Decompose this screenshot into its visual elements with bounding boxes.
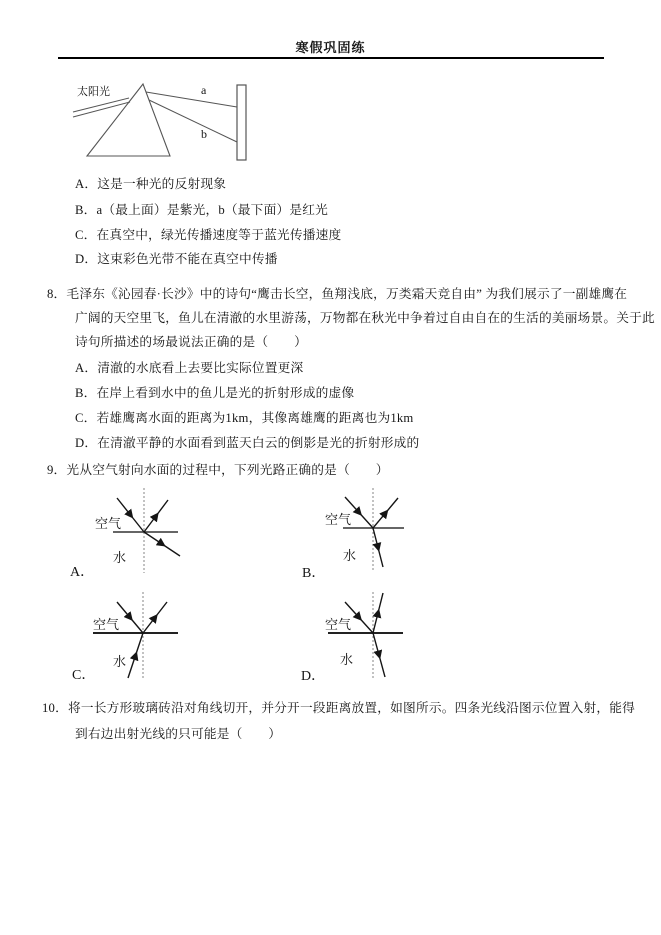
header-divider bbox=[58, 57, 604, 59]
q9-stem: 9．光从空气射向水面的过程中，下列光路正确的是（ ） bbox=[47, 463, 389, 477]
reflected-ray bbox=[143, 602, 167, 633]
q9-option-b-label: B． bbox=[302, 566, 326, 581]
page-title: 寒假巩固练 bbox=[295, 40, 366, 55]
q7-option-a: A．这是一种光的反射现象 bbox=[75, 177, 227, 191]
air-label: 空气 bbox=[93, 617, 120, 632]
q8-option-b: B．在岸上看到水中的鱼儿是光的折射形成的虚像 bbox=[75, 386, 355, 400]
q9-diagram-b bbox=[318, 486, 428, 581]
q10-stem-line-1: 10．将一长方形玻璃砖沿对角线切开，并分开一段距离放置，如图所示。四条光线沿图示位置入射，能得 bbox=[42, 701, 636, 715]
incident-ray bbox=[117, 602, 143, 633]
air-label: 空气 bbox=[95, 516, 122, 531]
q7-option-d: D．这束彩色光带不能在真空中传播 bbox=[75, 252, 278, 266]
sunlight-label: 太阳光 bbox=[77, 86, 110, 98]
incident-ray bbox=[117, 498, 144, 532]
refracted-ray bbox=[373, 633, 385, 677]
ray-b-label: b bbox=[201, 127, 207, 141]
q9-diagram-c bbox=[88, 592, 198, 684]
q8-stem-line-1: 8．毛泽东《沁园春·长沙》中的诗句“鹰击长空，鱼翔浅底，万类霜天竞自由” 为我们展示了一副雄鹰在 bbox=[47, 287, 628, 301]
q8-option-a: A．清澈的水底看上去要比实际位置更深 bbox=[75, 361, 304, 375]
q9-option-c-label: C． bbox=[72, 668, 96, 683]
projection-screen bbox=[237, 85, 246, 160]
q8-option-c: C．若雄鹰离水面的距离为1km，其像离雄鹰的距离也为1km bbox=[75, 411, 414, 425]
q9-option-a-label: A． bbox=[70, 565, 95, 580]
air-label: 空气 bbox=[325, 512, 352, 527]
q8-stem-line-2: 广阔的天空里飞，鱼儿在清澈的水里游荡，万物都在秋光中争着过自由自在的生活的美丽场景。关于此 bbox=[75, 311, 655, 325]
q9-option-d-label: D． bbox=[301, 669, 326, 684]
water-label: 水 bbox=[113, 550, 127, 565]
water-label: 水 bbox=[340, 652, 354, 667]
water-label: 水 bbox=[343, 548, 357, 563]
q8-option-d: D．在清澈平静的水面看到蓝天白云的倒影是光的折射形成的 bbox=[75, 436, 420, 450]
underwater-ray bbox=[128, 633, 143, 678]
water-label: 水 bbox=[113, 654, 127, 669]
q8-stem-line-3: 诗句所描述的场最说法正确的是（ ） bbox=[75, 335, 307, 349]
ray-a-label: a bbox=[201, 83, 207, 97]
reflected-ray bbox=[373, 498, 398, 528]
q7-option-b: B．a（最上面）是紫光，b（最下面）是红光 bbox=[75, 203, 329, 217]
prism-figure bbox=[73, 80, 251, 168]
reflected-ray bbox=[144, 500, 168, 532]
q9-diagram-a bbox=[88, 486, 198, 578]
refracted-ray bbox=[144, 532, 180, 556]
q10-stem-line-2: 到右边出射光线的只可能是（ ） bbox=[75, 727, 282, 741]
reflected-ray bbox=[373, 593, 383, 633]
q7-option-c: C．在真空中，绿光传播速度等于蓝光传播速度 bbox=[75, 228, 342, 242]
q9-diagram-d bbox=[318, 592, 428, 687]
refracted-ray bbox=[373, 528, 383, 567]
air-label: 空气 bbox=[325, 617, 352, 632]
